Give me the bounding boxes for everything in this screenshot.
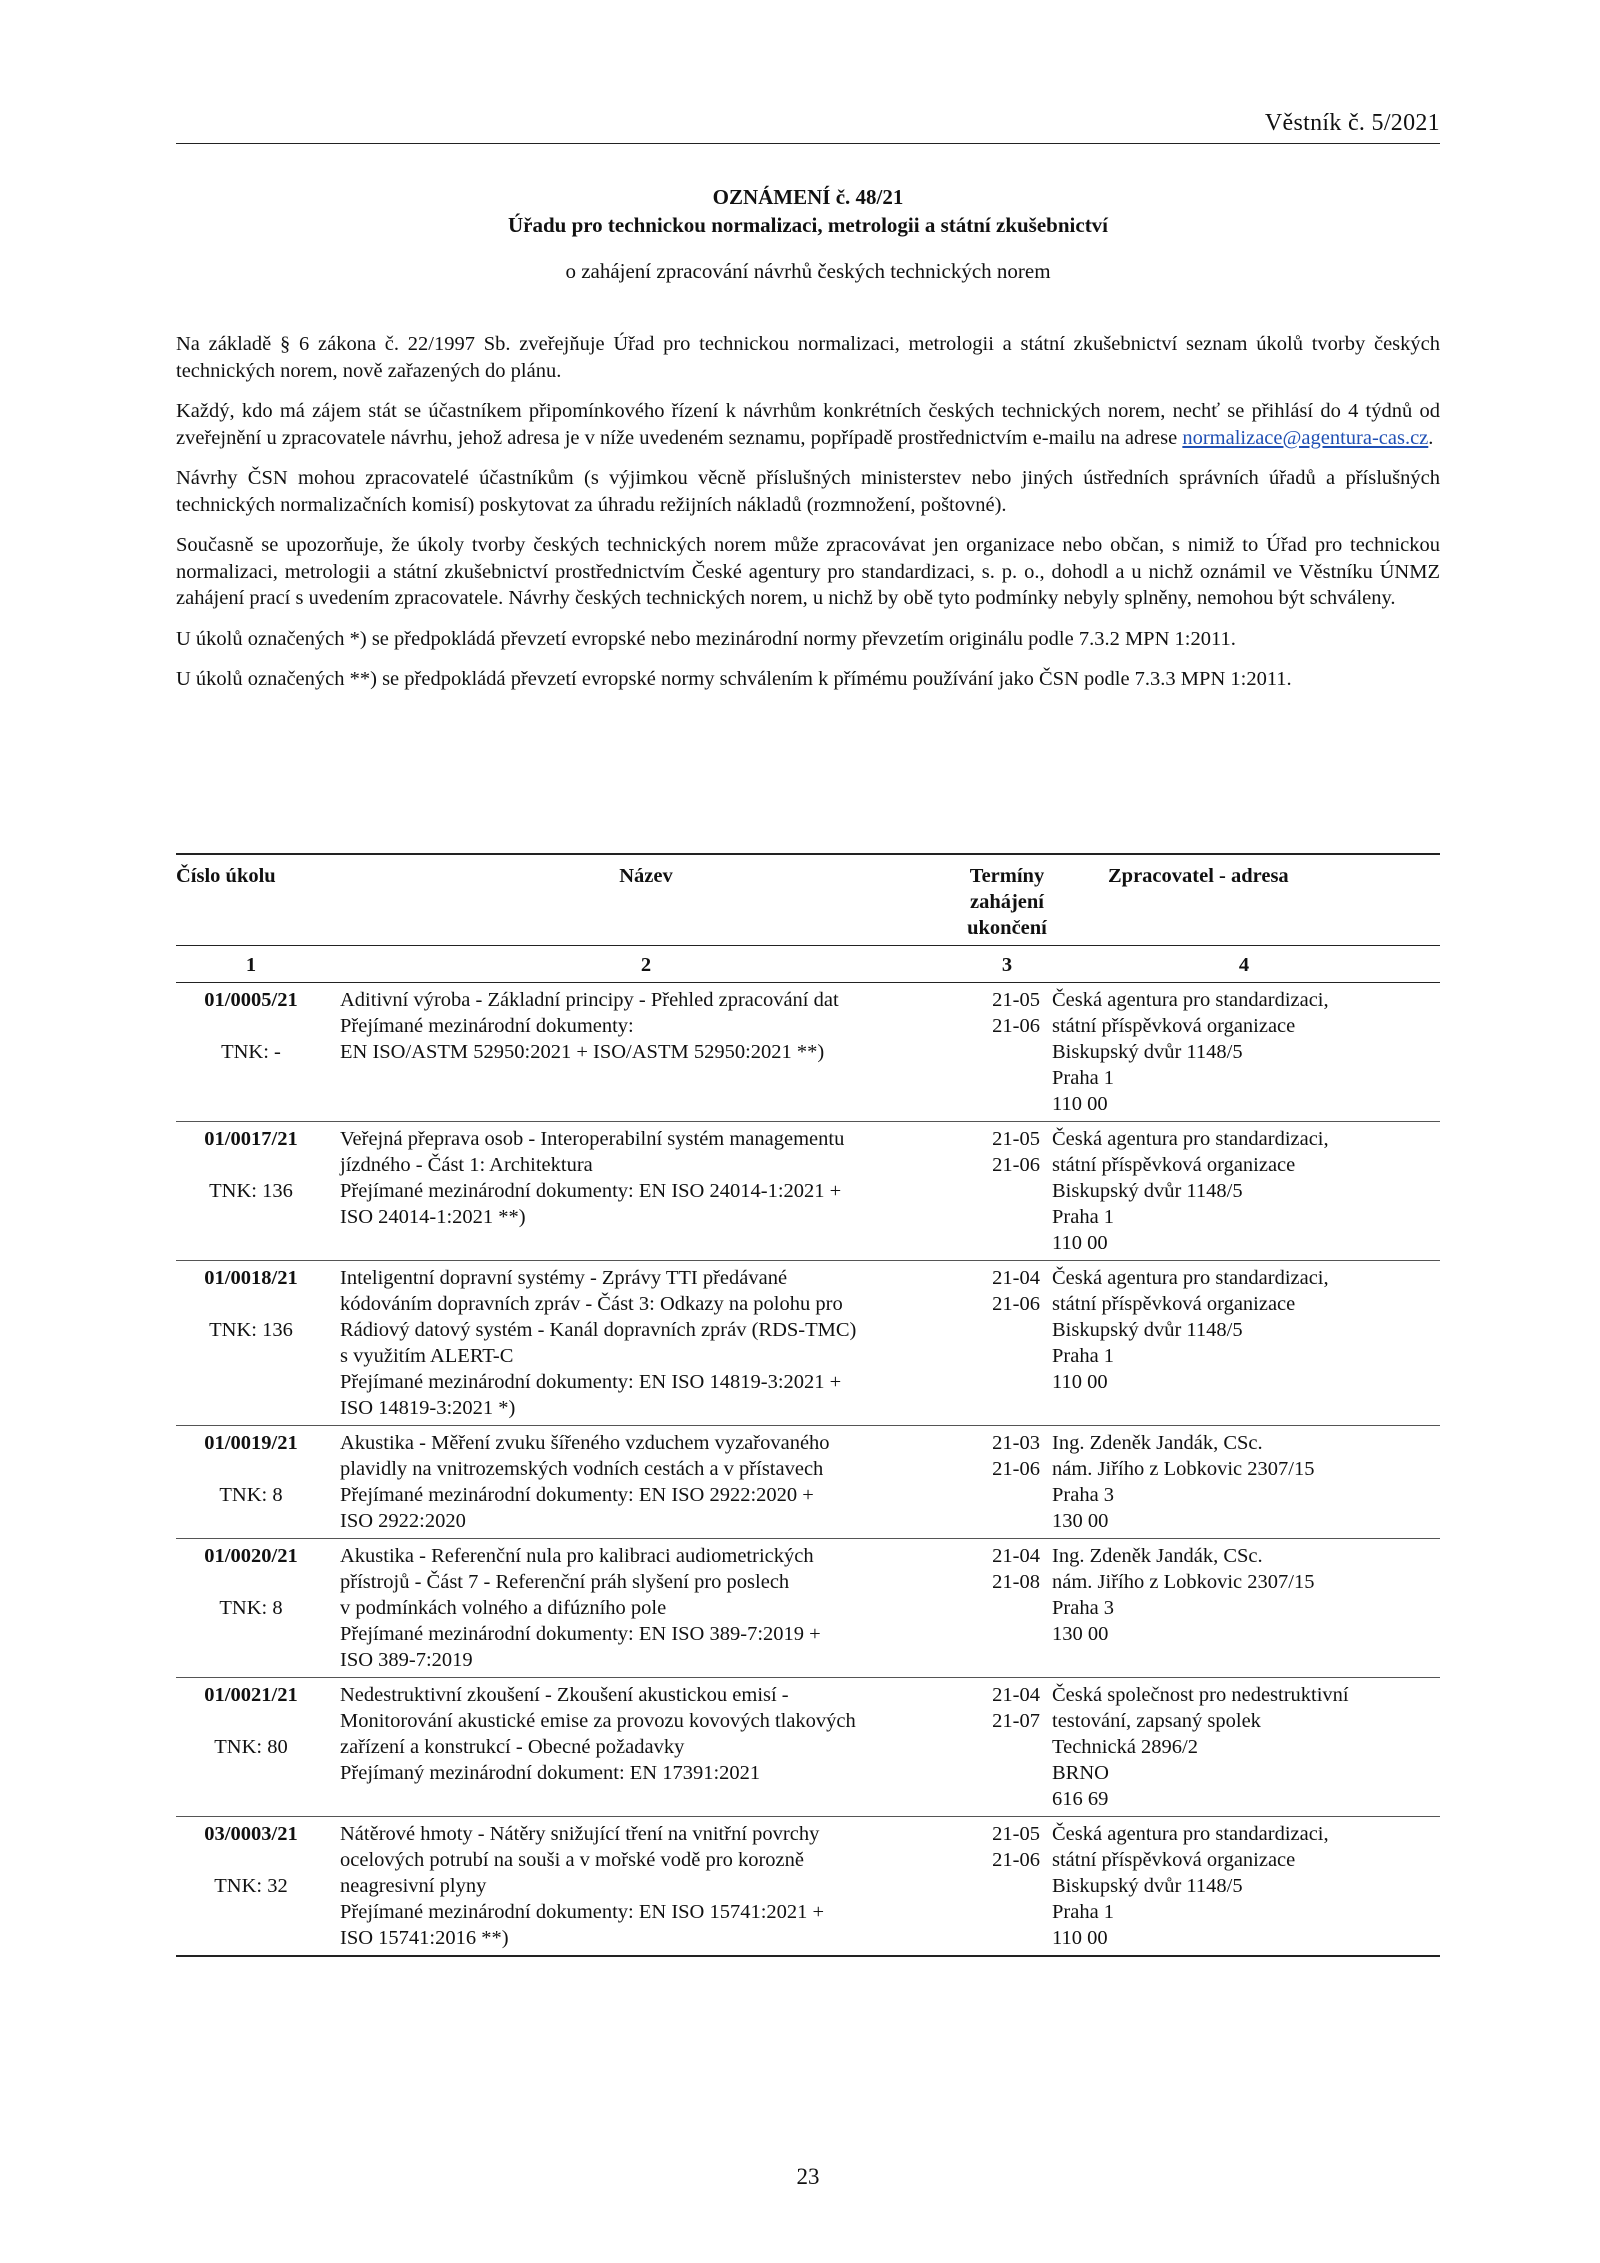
end-date: 21-07 <box>992 1710 1040 1732</box>
table-row <box>176 1122 1440 1261</box>
processor-address-cell <box>1048 1426 1440 1539</box>
column-number: 3 <box>966 946 1048 983</box>
task-name-line: EN ISO/ASTM 52950:2021 + ISO/ASTM 52950:2021 **) <box>340 1041 825 1063</box>
task-name-line: Inteligentní dopravní systémy - Zprávy TTI předávané <box>340 1267 788 1289</box>
task-name-cell <box>326 1122 966 1261</box>
task-name-line: v podmínkách volného a difúzního pole <box>340 1597 667 1619</box>
announcement-subtitle: o zahájení zpracování návrhů českých technických norem <box>565 259 1051 283</box>
start-date: 21-05 <box>992 1823 1040 1845</box>
address-line: testování, zapsaný spolek <box>1052 1710 1261 1732</box>
tnk-label: TNK: 8 <box>219 1597 283 1619</box>
table-row <box>176 1678 1440 1817</box>
address-line: nám. Jiřího z Lobkovic 2307/15 <box>1052 1458 1315 1480</box>
title-block <box>176 183 1440 285</box>
address-line: Česká agentura pro standardizaci, <box>1052 1128 1329 1150</box>
address-line: 110 00 <box>1052 1927 1108 1949</box>
start-date: 21-04 <box>992 1545 1040 1567</box>
processor-address-cell <box>1048 1122 1440 1261</box>
task-name-line: Veřejná přeprava osob - Interoperabilní systém managementu <box>340 1128 845 1150</box>
task-dates-cell <box>966 1122 1048 1261</box>
column-number: 4 <box>1048 946 1440 983</box>
header-dates-line: ukončení <box>967 917 1047 939</box>
processor-address-cell <box>1048 1539 1440 1678</box>
header-dates-line: zahájení <box>969 891 1045 913</box>
address-line: Biskupský dvůr 1148/5 <box>1052 1180 1243 1202</box>
paragraph: U úkolů označených *) se předpokládá převzetí evropské nebo mezinárodní normy převzetím originálu podle 7.3.2 MPN 1:2011. <box>176 627 1236 650</box>
address-line: Biskupský dvůr 1148/5 <box>1052 1041 1243 1063</box>
address-line: 110 00 <box>1052 1371 1108 1393</box>
task-number: 01/0019/21 <box>204 1432 298 1454</box>
task-name-line: neagresivní plyny <box>340 1875 487 1897</box>
task-name-line: Přejímané mezinárodní dokumenty: EN ISO 14819-3:2021 + <box>340 1371 842 1393</box>
task-name-line: Přejímaný mezinárodní dokument: EN 17391:2021 <box>340 1762 761 1784</box>
address-line: 110 00 <box>1052 1093 1108 1115</box>
task-number-cell <box>176 1122 326 1261</box>
address-line: státní příspěvková organizace <box>1052 1293 1296 1315</box>
table-row <box>176 1539 1440 1678</box>
end-date: 21-08 <box>992 1571 1040 1593</box>
task-number: 01/0020/21 <box>204 1545 298 1567</box>
address-line: Česká agentura pro standardizaci, <box>1052 989 1329 1011</box>
task-name-cell <box>326 1539 966 1678</box>
end-date: 21-06 <box>992 1154 1040 1176</box>
tnk-label: TNK: 8 <box>219 1484 283 1506</box>
task-number: 03/0003/21 <box>204 1823 298 1845</box>
column-number: 1 <box>176 946 326 983</box>
address-line: BRNO <box>1052 1762 1109 1784</box>
address-line: státní příspěvková organizace <box>1052 1015 1296 1037</box>
tnk-label: TNK: - <box>221 1041 281 1063</box>
task-name-cell <box>326 1261 966 1426</box>
announcement-title: OZNÁMENÍ č. 48/21 <box>712 185 904 209</box>
paragraph-end: . <box>1428 426 1434 449</box>
address-line: Ing. Zdeněk Jandák, CSc. <box>1052 1432 1263 1454</box>
table-row <box>176 1426 1440 1539</box>
task-name-line: s využitím ALERT-C <box>340 1345 514 1367</box>
end-date: 21-06 <box>992 1015 1040 1037</box>
address-line: státní příspěvková organizace <box>1052 1849 1296 1871</box>
task-number-cell <box>176 1539 326 1678</box>
task-number: 01/0021/21 <box>204 1684 298 1706</box>
task-number-cell <box>176 1261 326 1426</box>
address-line: Praha 3 <box>1052 1597 1115 1619</box>
task-name-line: zařízení a konstrukcí - Obecné požadavky <box>340 1736 685 1758</box>
address-line: Ing. Zdeněk Jandák, CSc. <box>1052 1545 1263 1567</box>
table-row <box>176 983 1440 1122</box>
authority-name: Úřadu pro technickou normalizaci, metrologii a státní zkušebnictví <box>507 213 1109 237</box>
processor-address-cell <box>1048 1678 1440 1817</box>
task-name-line: jízdného - Část 1: Architektura <box>340 1154 593 1176</box>
task-name-cell <box>326 1678 966 1817</box>
task-name-line: ISO 2922:2020 <box>340 1510 466 1532</box>
paragraph: Současně se upozorňuje, že úkoly tvorby českých technických norem může zpracovávat jen organizace nebo občan, s nimiž to Úřad pro technickou normalizaci, metrologii a státní zkušebnictví prostřednictvím České agentury pro standardizaci, s. p. o., dohodl a u nichž oznámil ve Věstníku ÚNMZ zahájení prací s uvedením zpracovatele. Návrhy českých technických norem, u nichž by obě tyto podmínky nebyly splněny, nemohou být schváleny. <box>176 534 1440 609</box>
task-name-line: ocelových potrubí na souši a v mořské vodě pro korozně <box>340 1849 804 1871</box>
end-date: 21-06 <box>992 1293 1040 1315</box>
body-text <box>176 331 1440 707</box>
running-header: Věstník č. 5/2021 <box>176 110 1440 144</box>
paragraph: Návrhy ČSN mohou zpracovatelé účastníkům (s výjimkou věcně příslušných ministerstev nebo jiných ústředních správních úřadů a příslušných technických normalizačních komisí) poskytovat za úhradu režijních nákladů (rozmnožení, poštovné). <box>176 467 1440 516</box>
task-name-line: Aditivní výroba - Základní principy - Přehled zpracování dat <box>340 989 839 1011</box>
task-name-line: přístrojů - Část 7 - Referenční práh slyšení pro poslech <box>340 1571 790 1593</box>
task-name-line: Přejímané mezinárodní dokumenty: EN ISO 2922:2020 + <box>340 1484 814 1506</box>
task-name-line: Nátěrové hmoty - Nátěry snižující tření na vnitřní povrchy <box>340 1823 820 1845</box>
task-number-cell <box>176 1678 326 1817</box>
header-dates-line: Termíny <box>969 865 1045 887</box>
email-link[interactable]: normalizace@agentura-cas.cz <box>1182 426 1429 449</box>
address-line: Česká agentura pro standardizaci, <box>1052 1267 1329 1289</box>
task-name-line: Přejímané mezinárodní dokumenty: EN ISO 389-7:2019 + <box>340 1623 821 1645</box>
address-line: Praha 1 <box>1052 1901 1115 1923</box>
start-date: 21-04 <box>992 1267 1040 1289</box>
task-name-cell <box>326 1817 966 1957</box>
paragraph <box>176 398 1440 451</box>
address-line: Česká agentura pro standardizaci, <box>1052 1823 1329 1845</box>
address-line: Praha 3 <box>1052 1484 1115 1506</box>
address-line: státní příspěvková organizace <box>1052 1154 1296 1176</box>
address-line: Praha 1 <box>1052 1206 1115 1228</box>
start-date: 21-04 <box>992 1684 1040 1706</box>
task-number: 01/0005/21 <box>204 989 298 1011</box>
start-date: 21-03 <box>992 1432 1040 1454</box>
end-date: 21-06 <box>992 1458 1040 1480</box>
task-name-cell <box>326 983 966 1122</box>
task-name-line: Přejímané mezinárodní dokumenty: EN ISO 24014-1:2021 + <box>340 1180 842 1202</box>
task-name-line: Přejímané mezinárodní dokumenty: EN ISO 15741:2021 + <box>340 1901 825 1923</box>
task-number: 01/0018/21 <box>204 1267 298 1289</box>
address-line: nám. Jiřího z Lobkovic 2307/15 <box>1052 1571 1315 1593</box>
task-dates-cell <box>966 1817 1048 1957</box>
task-name-line: plavidly na vnitrozemských vodních cestách a v přístavech <box>340 1458 824 1480</box>
task-number: 01/0017/21 <box>204 1128 298 1150</box>
column-header-task-number: Číslo úkolu <box>176 854 326 946</box>
address-line: Technická 2896/2 <box>1052 1736 1199 1758</box>
tnk-label: TNK: 136 <box>209 1180 293 1202</box>
task-dates-cell <box>966 1539 1048 1678</box>
paragraph-text: Každý, kdo má zájem stát se účastníkem připomínkového řízení k návrhům konkrétních českých technických norem, nechť se přihlásí do 4 týdnů od zveřejnění u zpracovatele návrhu, jehož adresa je v níže uvedeném seznamu, popřípadě prostřednictvím e-mailu na adrese <box>176 400 1440 449</box>
column-header-processor: Zpracovatel - adresa <box>1048 854 1440 946</box>
task-name-line: Přejímané mezinárodní dokumenty: <box>340 1015 634 1037</box>
tnk-label: TNK: 80 <box>214 1736 288 1758</box>
task-dates-cell <box>966 1678 1048 1817</box>
column-number: 2 <box>326 946 966 983</box>
address-line: Praha 1 <box>1052 1067 1115 1089</box>
address-line: Praha 1 <box>1052 1345 1115 1367</box>
table-row <box>176 1261 1440 1426</box>
task-name-line: ISO 15741:2016 **) <box>340 1927 509 1949</box>
address-line: 130 00 <box>1052 1510 1109 1532</box>
task-name-line: Rádiový datový systém - Kanál dopravních zpráv (RDS-TMC) <box>340 1319 857 1341</box>
processor-address-cell <box>1048 1817 1440 1957</box>
end-date: 21-06 <box>992 1849 1040 1871</box>
tasks-table <box>176 853 1440 1957</box>
task-number-cell <box>176 983 326 1122</box>
task-name-line: ISO 389-7:2019 <box>340 1649 473 1671</box>
address-line: Biskupský dvůr 1148/5 <box>1052 1319 1243 1341</box>
processor-address-cell <box>1048 1261 1440 1426</box>
task-name-cell <box>326 1426 966 1539</box>
processor-address-cell <box>1048 983 1440 1122</box>
task-name-line: ISO 24014-1:2021 **) <box>340 1206 526 1228</box>
task-dates-cell <box>966 1261 1048 1426</box>
task-name-line: ISO 14819-3:2021 *) <box>340 1397 516 1419</box>
tnk-label: TNK: 136 <box>209 1319 293 1341</box>
task-name-line: Akustika - Měření zvuku šířeného vzduchem vyzařovaného <box>340 1432 830 1454</box>
address-line: 110 00 <box>1052 1232 1108 1254</box>
task-name-line: Nedestruktivní zkoušení - Zkoušení akustickou emisí - <box>340 1684 789 1706</box>
task-name-line: Akustika - Referenční nula pro kalibraci audiometrických <box>340 1545 814 1567</box>
task-number-cell <box>176 1426 326 1539</box>
tnk-label: TNK: 32 <box>214 1875 288 1897</box>
table-row <box>176 1817 1440 1957</box>
table-body <box>176 983 1440 1957</box>
task-number-cell <box>176 1817 326 1957</box>
address-line: Biskupský dvůr 1148/5 <box>1052 1875 1243 1897</box>
start-date: 21-05 <box>992 989 1040 1011</box>
paragraph: Na základě § 6 zákona č. 22/1997 Sb. zveřejňuje Úřad pro technickou normalizaci, metrologii a státní zkušebnictví seznam úkolů tvorby českých technických norem, nově zařazených do plánu. <box>176 333 1440 382</box>
page-number: 23 <box>796 2164 820 2189</box>
task-name-line: kódováním dopravních zpráv - Část 3: Odkazy na polohu pro <box>340 1293 843 1315</box>
paragraph: U úkolů označených **) se předpokládá převzetí evropské normy schválením k přímému používání jako ČSN podle 7.3.3 MPN 1:2011. <box>176 668 1292 690</box>
start-date: 21-05 <box>992 1128 1040 1150</box>
column-header-dates <box>966 854 1048 946</box>
address-line: Česká společnost pro nedestruktivní <box>1052 1684 1349 1706</box>
address-line: 616 69 <box>1052 1788 1109 1810</box>
address-line: 130 00 <box>1052 1623 1109 1645</box>
task-dates-cell <box>966 1426 1048 1539</box>
task-dates-cell <box>966 983 1048 1122</box>
task-name-line: Monitorování akustické emise za provozu kovových tlakových <box>340 1710 856 1732</box>
column-header-name: Název <box>326 854 966 946</box>
